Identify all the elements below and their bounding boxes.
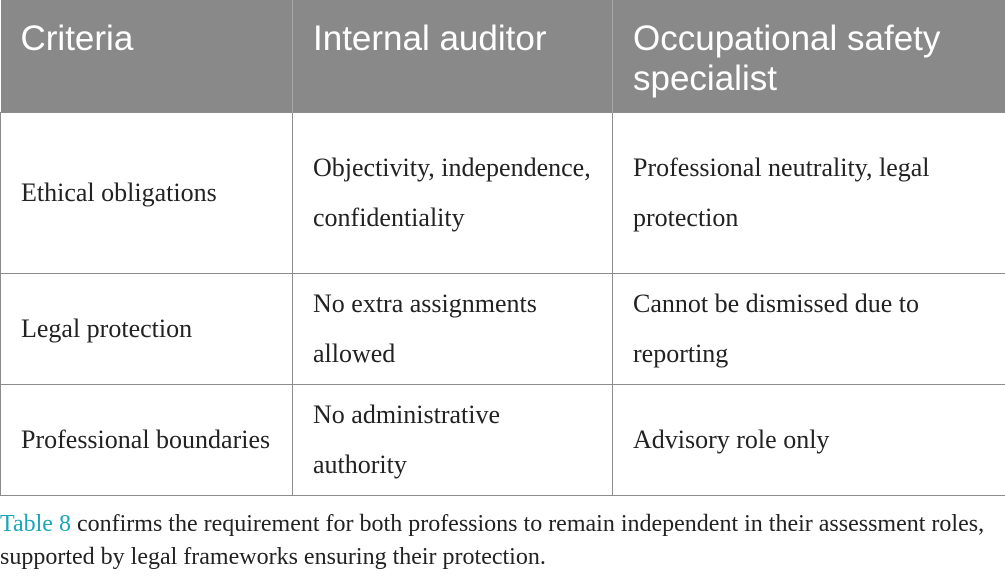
table-row: [1, 385, 1005, 496]
cell-safety-specialist: Professional neutrality, legal protection: [613, 113, 1005, 274]
cell-criteria: Ethical obligations: [1, 113, 293, 274]
cell-internal-auditor: No extra assignments allowed: [293, 274, 613, 385]
cell-safety-specialist: Cannot be dismissed due to reporting: [613, 274, 1005, 385]
header-occupational-safety-specialist: Occupational safety specialist: [613, 0, 1005, 113]
table-header-row: [1, 0, 1005, 113]
cell-criteria: Legal protection: [1, 274, 293, 385]
cell-internal-auditor: No administrative authority: [293, 385, 613, 496]
cell-criteria: Professional boundaries: [1, 385, 293, 496]
table-caption: [0, 508, 1000, 574]
table-row: [1, 113, 1005, 274]
caption-text: confirms the requirement for both professions to remain independent in their assessment roles, supported by legal frameworks ensuring their protection.: [0, 511, 985, 570]
table-reference-link[interactable]: Table 8: [0, 511, 71, 537]
header-criteria: Criteria: [1, 0, 293, 113]
table-row: [1, 274, 1005, 385]
cell-safety-specialist: Advisory role only: [613, 385, 1005, 496]
header-internal-auditor: Internal auditor: [293, 0, 613, 113]
cell-internal-auditor: Objectivity, independence, confidentiality: [293, 113, 613, 274]
